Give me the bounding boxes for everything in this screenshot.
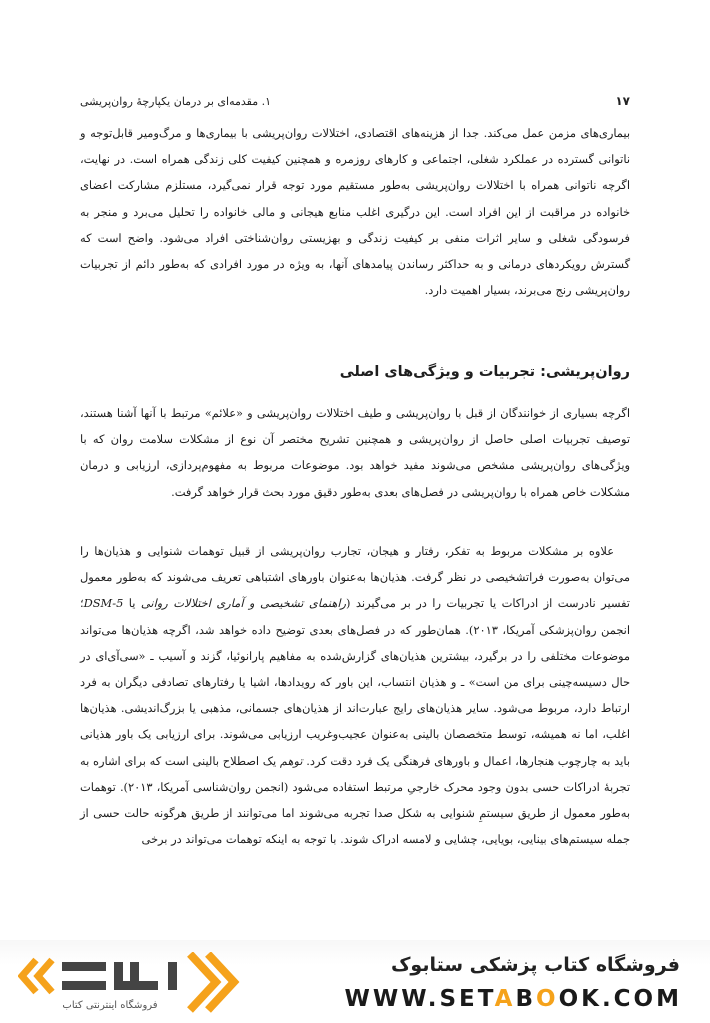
logo-caption: فروشگاه اینترنتی کتاب [62,1000,158,1011]
setabook-logo [18,952,248,1014]
paragraph-text [80,538,630,852]
page-number: ۱۷ [615,94,630,108]
store-title: فروشگاه کتاب پزشکی ستابوک [390,954,680,976]
url-part: B [515,986,536,1012]
url-accent: A [494,986,516,1012]
url-part: WWW.SET [344,986,495,1012]
text-run: علاوه بر مشکلات مربوط به تفکر، رفتار و هیجان، تجارب روان‌پریشی از قبیل توهمات شنوایی و هذیان‌ها را می‌توان به‌صورت فراتشخیصی در نظر گرفت. هذیان‌ها به‌عنوان باورهای اشتباهی تعریف می‌شوند که به‌طور معمول تفسیر نادرست از ادراکات یا تجربیات را در بر می‌گیرند ( [80,544,630,611]
store-url[interactable] [345,986,683,1012]
text-run: یک اصطلاح بالینی است که برای اشاره به تجربهٔ ادراکات حسی بدون وجود محرک خارجیِ مرتبط استفاده می‌شود (انجمن روان‌شناسی آمریکا، ۲۰۱۳). توهمات به‌طور معمول از طریق سیستمِ شنوایی به شکل صدا تجربه می‌شوند اما می‌توانند از طریق هرگونه حالت حسی از جمله سیستم‌های بینایی، بویایی، چشایی و لامسه ادراک شوند. با توجه به اینکه توهمات می‌تواند در برخی [80,753,630,847]
paragraph-delusions [80,538,630,852]
text-run: یا [123,596,141,611]
section-heading: روان‌پریشی: تجربیات و ویژگی‌های اصلی [339,364,630,380]
store-footer-banner [0,940,710,1023]
chapter-title: ۱. مقدمه‌ای بر درمان یکپارچهٔ روان‌پریشی [80,94,271,108]
paragraph-intro [80,400,630,505]
url-part: OK.COM [558,986,682,1012]
book-title-italic: راهنمای تشخیصی و آماری اختلالات روانی [140,596,347,611]
dsm-italic: DSM-5 [83,596,124,611]
paragraph-text: بیماری‌های مزمن عمل می‌کند. جدا از هزینه‌های اقتصادی، اختلالات روان‌پریشی با بیماری‌ها و مرگ‌ومیر قابل‌توجه و ناتوانی گسترده در عملکرد شغلی، اجتماعی و کارهای روزمره و همچنین کیفیت کلی زندگی همراه است. در نهایت، اگرچه ناتوانی همراه با اختلالات روان‌پریشی به‌طور مستقیم مورد توجه قرار نمی‌گیرد، مستلزم مشارکت اعضای خانواده در مراقبت از این افراد است. این درگیری اغلب منابع هیجانی و مالی خانواده را تحلیل می‌برد و منجر به فرسودگی شغلی و سایر اثرات منفی بر کیفیت زندگی و بهزیستی روان‌شناختی افراد می‌شود. واضح است که گسترش رویکردهای درمانی و به حداکثر رساندن پیامدهای آنها، به ویژه در مورد افرادی که به‌طور دائم از تجربیات روان‌پریشی رنج می‌برند، بسیار اهمیت دارد. [80,126,630,298]
paragraph-continued [80,120,630,303]
running-header [80,90,630,112]
paragraph-text: اگرچه بسیاری از خوانندگان از قبل با روان‌پریشی و طیف اختلالات روان‌پریشی و «علائم» مرتبط با آنها آشنا هستند، توصیف تجربیات اصلی حاصل از روان‌پریشی و همچنین تشریح مختصر آن نوع از مشکلات سلامت روان که با ویژگی‌های روان‌پریشی مشخص می‌شوند مفید خواهد بود. موضوعات مربوط به مفهوم‌پردازی، ارزیابی و درمان مشکلات خاص همراه با روان‌پریشی در فصل‌های بعدی به‌طور دقیق مورد بحث قرار خواهد گرفت. [80,406,630,499]
text-run: ؛ انجمن روان‌پزشکی آمریکا، ۲۰۱۳). همان‌طور که در فصل‌های بعدی توضیح داده خواهد شد، اگرچه هذیان‌ها می‌تواند موضوعات مختلفی را در برگیرد، بیشترین هذیان‌های گزارش‌شده به مفاهیم پارانوئیا، گزند و آسیب ـ «سی‌آی‌ای در حال دسیسه‌چینی برای من است» ـ و هذیان انتساب، این باور که رویدادها، اشیا یا رفتارهای تصادفی دیگران به فرد ارتباط دارد، مربوط می‌شود. سایر هذیان‌های رایج عبارت‌اند از هذیان‌های جسمانی، مذهبی یا بزرگ‌اندیشی. هذیان‌ها اغلب، اما نه همیشه، توسط متخصصان بالینی به‌عنوان عجیب‌وغریب ارزیابی می‌شوند. برای ارزیابی یک باور هذیانی باید به چارچوب هنجارها، اعمال و باورهای فرهنگی یک فرد دقت کرد. [80,596,631,768]
term-italic: توهم [279,753,303,768]
url-accent: O [536,986,559,1012]
